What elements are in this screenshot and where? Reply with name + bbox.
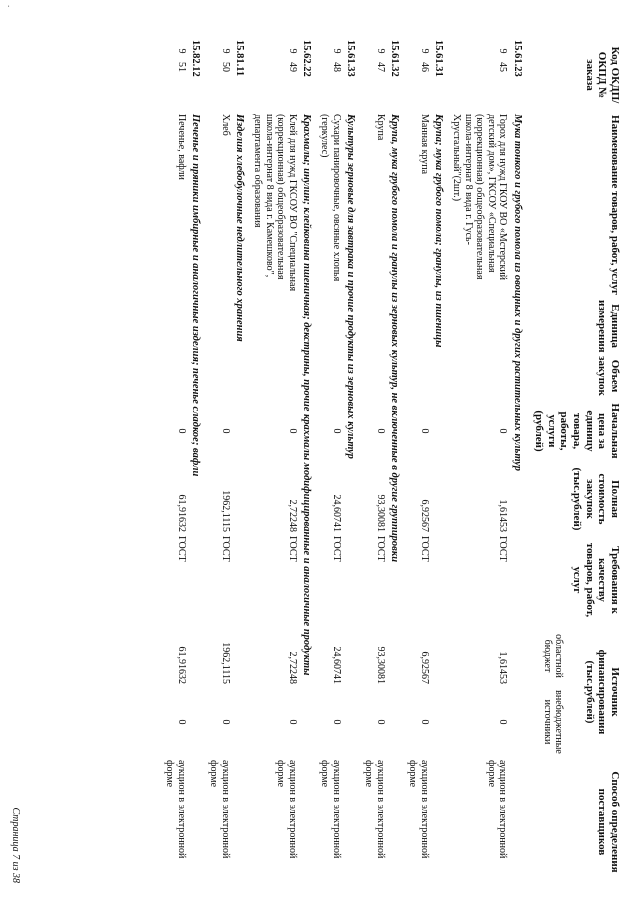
row-order: 45 <box>497 62 509 72</box>
item-method: аукцион в электронной форме <box>208 760 231 859</box>
item-finance-other: 0 <box>286 719 298 725</box>
group-row <box>343 38 362 886</box>
item-start-price: 0 <box>374 428 386 434</box>
order-number <box>207 38 232 112</box>
group-title: Культуры зерновые для завтрака и прочие продукты из зерновых культур <box>344 114 356 459</box>
item-requirements: ГОСТ <box>374 536 386 562</box>
group-title: Крахмалы; инулин; клейковина пшеничная; декстрины, прочие крахмалы модифицированные и аналогичные продукты <box>300 114 312 676</box>
item-method: аукцион в электронной форме <box>164 760 187 859</box>
item-finance-regional: 2,72248 <box>286 651 298 684</box>
item-name: Сухари панировочные, овсяные хлопья (геркулес) <box>319 114 342 282</box>
item-name: Горох для нужд ГКОУ ВО «Мстерский детский дом», ГКСОУ «Специальная (коррекционная) общеобразовательная школа-интернат 8 вида г. Гусь-Хрустальный"(2шт.) <box>451 114 509 281</box>
item-volume <box>362 354 387 398</box>
item-volume <box>163 354 188 398</box>
procurement-plan-table <box>163 38 622 886</box>
group-code: 15.61.33 <box>344 40 356 77</box>
item-full-cost: 1962,1115 <box>219 490 231 532</box>
header-full-cost: Полная стоимость закупок (тыс.рублей) <box>571 467 621 531</box>
header-unit: Единица измерения <box>596 300 621 353</box>
item-unit <box>318 298 343 354</box>
header-code: Код ОКДП/ ОКПД № заказа <box>583 46 621 104</box>
table-row <box>251 38 299 886</box>
item-unit <box>251 298 299 354</box>
item-finance-regional: 6,92567 <box>418 651 430 684</box>
item-volume <box>207 354 232 398</box>
item-name: Хлеб <box>219 114 231 136</box>
header-name: Наименование товаров, работ, услуг <box>609 115 621 295</box>
group-row <box>387 38 406 886</box>
item-unit <box>163 298 188 354</box>
item-volume <box>406 354 431 398</box>
order-number <box>163 38 188 112</box>
group-title: Изделия хлебобулочные недлительного хранения <box>233 114 245 342</box>
table-row <box>450 38 510 886</box>
table-header <box>529 38 622 886</box>
row-order: 46 <box>418 62 430 72</box>
item-finance-regional: 24,60741 <box>330 646 342 684</box>
group-code: 15.62.22 <box>300 40 312 77</box>
item-volume <box>318 354 343 398</box>
header-requirements: Требования к качеству товаров, работ, услуг <box>571 542 621 618</box>
item-start-price: 0 <box>418 428 430 434</box>
item-finance-regional: 1,61453 <box>497 651 509 684</box>
item-requirements: ГОСТ <box>497 536 509 562</box>
row-order: 49 <box>286 62 298 72</box>
item-finance-other: 0 <box>219 719 231 725</box>
item-full-cost: 24,60741 <box>330 494 342 532</box>
item-name: Клей для нужд ГКСОУ ВО "Специальная (коррекционная) общеобразовательная школа-интернат 8 вида г. Камешково", департамента образования <box>252 114 298 292</box>
item-volume <box>251 354 299 398</box>
item-finance-other: 0 <box>418 719 430 725</box>
row-num: 9 <box>219 48 231 54</box>
row-num: 9 <box>497 48 509 54</box>
item-full-cost: 93,30081 <box>374 494 386 532</box>
item-unit <box>207 298 232 354</box>
item-full-cost: 61,91632 <box>175 494 187 532</box>
item-name: Печенье, вафли <box>175 114 187 180</box>
group-code: 15.61.31 <box>432 40 444 77</box>
page-footer: Страница 7 из 38 <box>10 807 22 883</box>
group-row <box>509 38 528 886</box>
header-finance-other: внебюджетные источники <box>541 690 565 754</box>
item-method: аукцион в электронной форме <box>275 760 298 859</box>
row-order: 50 <box>219 62 231 72</box>
table-row <box>406 38 431 886</box>
group-code: 15.81.11 <box>233 40 245 77</box>
group-title: Крупа, мука грубого помола и гранулы из зерновых культур, не включенные в другие группировки <box>388 114 400 563</box>
row-num: 9 <box>175 48 187 54</box>
row-num: 9 <box>418 48 430 54</box>
group-row <box>299 38 318 886</box>
group-row <box>188 38 207 886</box>
item-method: аукцион в электронной форме <box>485 760 509 859</box>
group-title: Печенье и пряники имбирные и аналогичные изделия; печенье сладкое; вафли <box>189 114 201 477</box>
order-number <box>450 38 510 112</box>
row-num: 9 <box>330 48 342 54</box>
header-finance-source: Источник финансирования (тыс.рублей) <box>583 649 621 735</box>
item-full-cost: 1,61453 <box>497 499 509 532</box>
header-volume: Объем закупок <box>596 356 621 396</box>
row-num: 9 <box>374 48 386 54</box>
item-start-price: 0 <box>175 428 187 434</box>
group-code: 15.61.23 <box>511 40 523 77</box>
item-finance-other: 0 <box>175 719 187 725</box>
group-title: Крупа; мука грубого помола; гранулы, из пшеницы <box>432 114 444 348</box>
item-start-price: 0 <box>219 428 231 434</box>
item-unit <box>362 298 387 354</box>
item-requirements: ГОСТ <box>418 536 430 562</box>
item-full-cost: 6,92567 <box>418 499 430 532</box>
scan-mark: . <box>6 5 17 8</box>
group-row <box>431 38 450 886</box>
item-start-price: 0 <box>330 428 342 434</box>
row-num: 9 <box>286 48 298 54</box>
row-order: 51 <box>175 62 187 72</box>
group-code: 15.61.32 <box>388 40 400 77</box>
table-row <box>207 38 232 886</box>
item-requirements: ГОСТ <box>330 536 342 562</box>
item-requirements: ГОСТ <box>175 536 187 562</box>
group-title: Мука тонкого и грубого помола из овощных и других растительных культур <box>511 114 523 472</box>
item-finance-regional: 93,30081 <box>374 646 386 684</box>
item-method: аукцион в электронной форме <box>363 760 386 859</box>
item-start-price: 0 <box>286 428 298 434</box>
item-start-price: 0 <box>497 428 509 434</box>
order-number <box>251 38 299 112</box>
item-requirements: ГОСТ <box>286 536 298 562</box>
item-unit <box>450 298 510 354</box>
group-code: 15.82.12 <box>189 40 201 77</box>
header-method: Способ определения поставщиков <box>596 771 621 873</box>
item-finance-other: 0 <box>497 719 509 725</box>
item-method: аукцион в электронной форме <box>319 760 342 859</box>
item-method: аукцион в электронной форме <box>407 760 430 859</box>
item-finance-other: 0 <box>330 719 342 725</box>
group-row <box>232 38 251 886</box>
item-unit <box>406 298 431 354</box>
row-order: 47 <box>374 62 386 72</box>
item-finance-regional: 1962,1115 <box>219 642 231 684</box>
item-finance-regional: 61,91632 <box>175 646 187 684</box>
table-row <box>318 38 343 886</box>
order-number <box>318 38 343 112</box>
item-name: Крупа <box>374 114 386 141</box>
order-number <box>362 38 387 112</box>
order-number <box>406 38 431 112</box>
item-volume <box>450 354 510 398</box>
table-row <box>362 38 387 886</box>
table-row <box>163 38 188 886</box>
item-name: Манная крупа <box>418 114 430 175</box>
item-finance-other: 0 <box>374 719 386 725</box>
item-requirements: ГОСТ <box>219 536 231 562</box>
header-start-price: Начальная цена за единицу товара, работы, услуги (рублей) <box>533 403 621 459</box>
row-order: 48 <box>330 62 342 72</box>
header-finance-regional: областной бюджет <box>541 634 565 678</box>
table-body <box>163 38 529 886</box>
item-full-cost: 2,72248 <box>286 499 298 532</box>
